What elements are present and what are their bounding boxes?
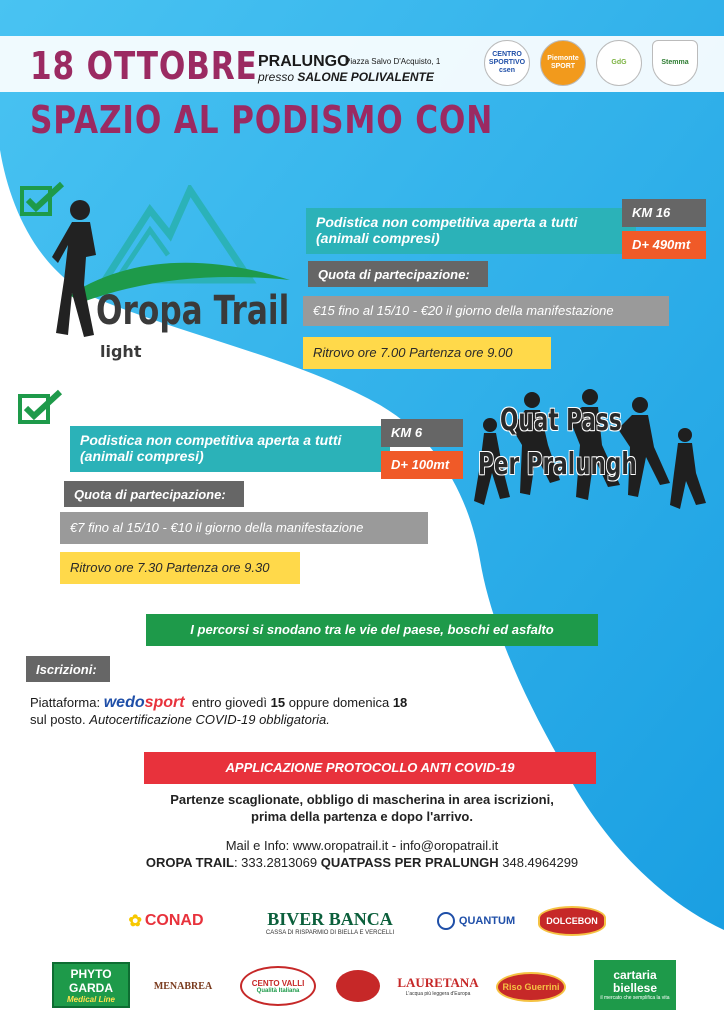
piemonte-sport-logo: Piemonte SPORT xyxy=(540,40,586,86)
sponsor-lauretana: LAURETANA L'acqua più leggera d'Europa xyxy=(397,975,479,997)
oropa-dplus: D+ 490mt xyxy=(622,231,706,259)
quantum-icon xyxy=(437,912,455,930)
flower-icon: ✿ xyxy=(128,913,142,930)
tel-oropa: : 333.2813069 xyxy=(233,855,318,870)
quat-dplus: D+ 100mt xyxy=(381,451,463,479)
event-address: Piazza Salvo D'Acquisto, 1 xyxy=(345,57,441,66)
oropa-km: KM 16 xyxy=(622,199,706,227)
sponsor-cento-valli: CENTO VALLI Qualità Italiana xyxy=(240,966,316,1006)
crest-logo: Stemma xyxy=(652,40,698,86)
event-place: PRALUNGO xyxy=(258,53,350,70)
sponsor-red-badge xyxy=(336,970,380,1002)
date-15: 15 xyxy=(270,695,286,710)
iscrizioni-line2 xyxy=(30,712,330,727)
quat-description: Podistica non competitiva aperta a tutti (animali compresi) xyxy=(70,426,390,472)
date-18: 18 xyxy=(392,695,408,710)
quat-km: KM 6 xyxy=(381,419,463,447)
sponsor-biver-banca: BIVER BANCA CASSA DI RISPARMIO DI BIELLA E VERCELLI xyxy=(265,908,395,936)
quat-quota-label: Quota di partecipazione: xyxy=(64,481,244,507)
sponsor-quantum: QUANTUM xyxy=(430,906,522,936)
wedosport-brand: wedosport xyxy=(103,694,185,711)
percorsi-banner: I percorsi si snodano tra le vie del paese, boschi ed asfalto xyxy=(146,614,598,646)
covid-note: Autocertificazione COVID-19 obbligatoria. xyxy=(89,712,330,727)
gdg-logo: GdG xyxy=(596,40,642,86)
quat-quota-value: €7 fino al 15/10 - €10 il giorno della manifestazione xyxy=(60,512,428,544)
event-date: 18 OTTOBRE xyxy=(30,44,258,88)
event-venue xyxy=(258,70,434,84)
org-oropa: OROPA TRAIL xyxy=(145,855,234,870)
covid-line1: Partenze scaglionate, obbligo di mascherina in area iscrizioni, xyxy=(170,792,554,807)
iscrizioni-label: Iscrizioni: xyxy=(26,656,110,682)
sponsor-dolcebon: DOLCEBON xyxy=(538,906,606,936)
oropa-trail-name: Oropa Trail xyxy=(96,288,290,334)
sponsor-cartaria-biellese: cartaria biellese il mercato che semplifica la vita xyxy=(594,960,676,1010)
event-title: SPAZIO AL PODISMO CON xyxy=(30,98,494,142)
org-quatpass: QUATPASS PER PRALUNGH xyxy=(320,855,499,870)
quat-pass-name-line1: Quat Pass xyxy=(500,403,622,438)
oropa-quota-label: Quota di partecipazione: xyxy=(308,261,488,287)
oropa-description: Podistica non competitiva aperta a tutti (animali compresi) xyxy=(306,208,636,254)
oropa-ritrovo: Ritrovo ore 7.00 Partenza ore 9.00 xyxy=(303,337,551,369)
iscrizioni-line1 xyxy=(30,694,407,712)
piattaforma-label: Piattaforma: xyxy=(30,695,101,710)
oropa-quota-value: €15 fino al 15/10 - €20 il giorno della manifestazione xyxy=(303,296,669,326)
sponsor-riso-guerrini: Riso Guerrini xyxy=(496,972,566,1002)
oppure-text: oppure domenica xyxy=(288,695,390,710)
sponsor-conad: ✿ CONAD xyxy=(128,912,204,930)
oropa-trail-sub: light xyxy=(100,342,142,361)
entro-text: entro giovedì xyxy=(191,695,268,710)
sponsor-menabrea: MENABREA xyxy=(153,980,213,992)
venue-prefix: presso xyxy=(258,70,295,84)
quat-ritrovo: Ritrovo ore 7.30 Partenza ore 9.30 xyxy=(60,552,300,584)
sponsor-phyto-garda: PHYTO GARDA Medical Line xyxy=(52,962,130,1008)
covid-line2: prima della partenza e dopo l'arrivo. xyxy=(251,809,473,824)
sul-posto: sul posto. xyxy=(30,712,86,727)
csen-logo: CENTRO SPORTIVO csen xyxy=(484,40,530,86)
checkmark-icon xyxy=(18,388,64,426)
covid-banner: APPLICAZIONE PROTOCOLLO ANTI COVID-19 xyxy=(144,752,596,784)
venue-name: SALONE POLIVALENTE xyxy=(297,70,434,84)
contact-mail: Mail e Info: www.oropatrail.it - info@oropatrail.it xyxy=(225,838,499,853)
top-logos xyxy=(484,40,698,86)
tel-quatpass: 348.4964299 xyxy=(502,855,579,870)
contact-phones xyxy=(0,855,724,870)
quat-pass-name-line2: Per Pralungh xyxy=(478,447,637,482)
